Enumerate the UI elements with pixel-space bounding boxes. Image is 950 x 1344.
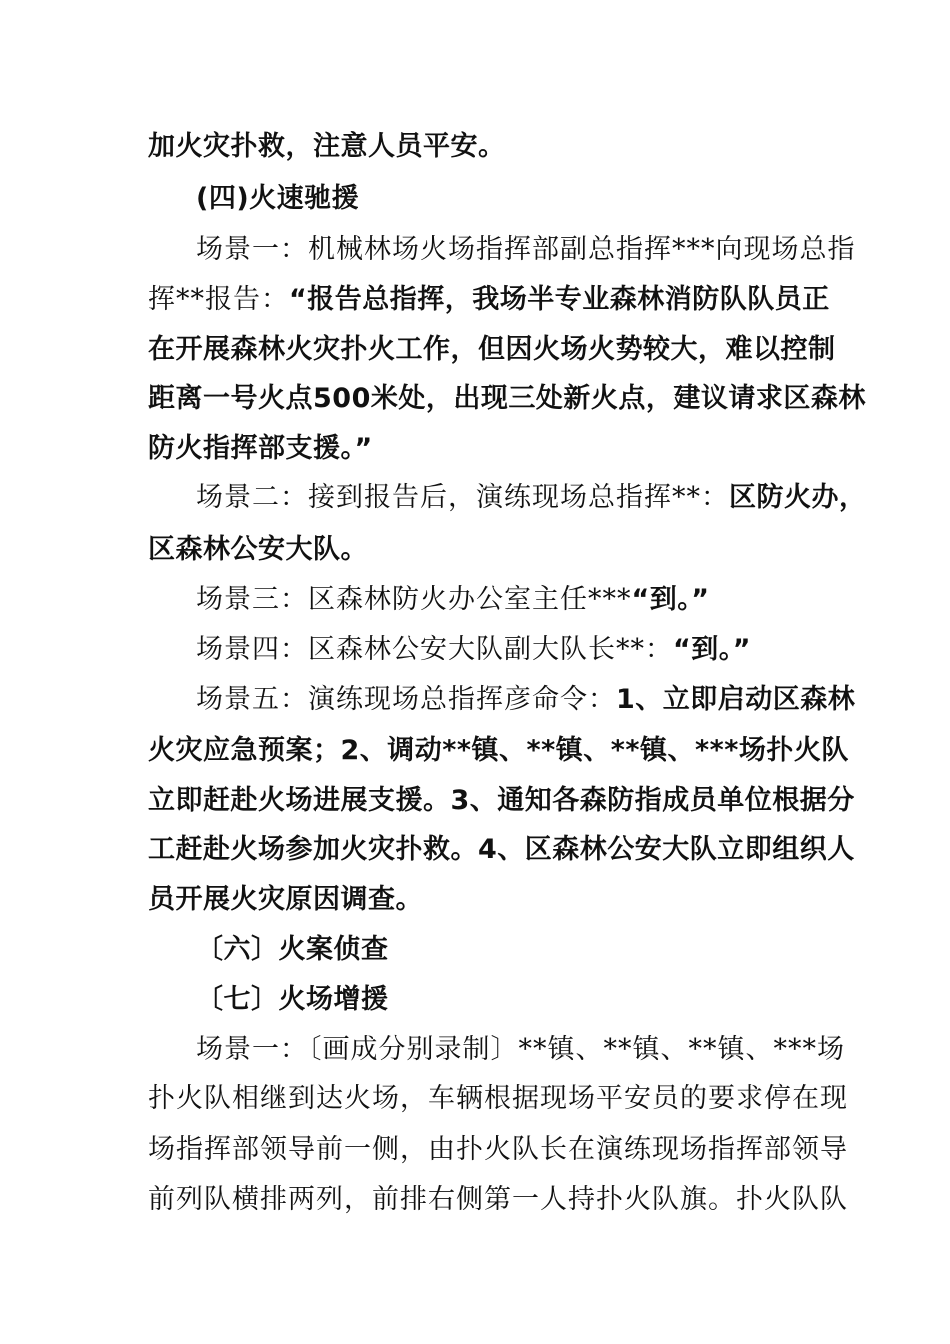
paragraph-line: 场景三：区森林防火办公室主任***“到。” <box>196 584 710 615</box>
paragraph-line: 在开展森林火灾扑火工作，但因火场火势较大，难以控制 <box>148 334 836 365</box>
paragraph-line: 扑火队相继到达火场，车辆根据现场平安员的要求停在现 <box>148 1083 848 1114</box>
paragraph-line: 场景一：机械林场火场指挥部副总指挥***向现场总指 <box>196 234 856 265</box>
paragraph-line: 场景一：〔画成分别录制〕**镇、**镇、**镇、***场 <box>196 1034 845 1065</box>
section-heading-6: 〔六〕火案侦查 <box>196 934 389 965</box>
paragraph-line: 加火灾扑救，注意人员平安。 <box>148 131 506 162</box>
paragraph-line: 工赶赴火场参加火灾扑救。4、区森林公安大队立即组织人 <box>148 834 855 865</box>
paragraph-line: 防火指挥部支援。” <box>148 433 373 464</box>
paragraph-line: 前列队横排两列，前排右侧第一人持扑火队旗。扑火队队 <box>148 1184 848 1215</box>
section-heading-4: (四)火速驰援 <box>196 183 360 214</box>
paragraph-line: 挥**报告：“报告总指挥，我场半专业森林消防队队员正 <box>148 284 830 315</box>
paragraph-line: 立即赶赴火场进展支援。3、通知各森防指成员单位根据分 <box>148 785 855 816</box>
paragraph-line: 区森林公安大队。 <box>148 534 368 565</box>
paragraph-line: 距离一号火点500米处，出现三处新火点，建议请求区森林 <box>148 383 866 414</box>
paragraph-line: 员开展火灾原因调查。 <box>148 884 423 915</box>
paragraph-line: 火灾应急预案；2、调动**镇、**镇、**镇、***场扑火队 <box>148 735 849 766</box>
paragraph-line: 场景五：演练现场总指挥彦命令：1、立即启动区森林 <box>196 684 856 715</box>
paragraph-line: 场景四：区森林公安大队副大队长**：“到。” <box>196 634 751 665</box>
section-heading-7: 〔七〕火场增援 <box>196 984 389 1015</box>
paragraph-line: 场指挥部领导前一侧，由扑火队长在演练现场指挥部领导 <box>148 1134 848 1165</box>
paragraph-line: 场景二：接到报告后，演练现场总指挥**：区防火办， <box>196 482 867 513</box>
